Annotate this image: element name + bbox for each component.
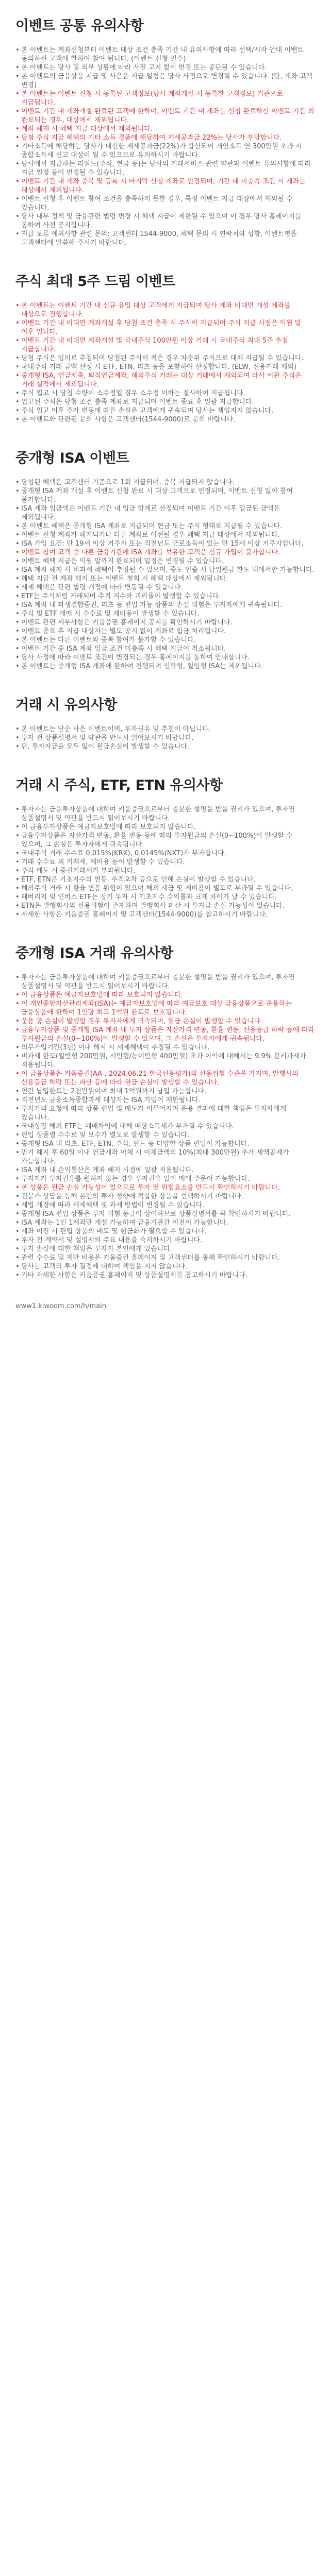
- notice-section: [15, 270, 315, 424]
- notice-item: • 의무가입기간(3년) 이내 해지 시 세제혜택이 추징될 수 있습니다.: [15, 1043, 315, 1052]
- notice-item-highlight: • 이벤트 참여 고객 중 다른 금융기관에 ISA 계좌를 보유한 고객은 신규 가입이 불가합니다.: [15, 548, 315, 557]
- notice-item-highlight: • 본 상품은 원금 손실 가능성이 있으므로 투자 전 위험요소를 반드시 확인하시기 바랍니다.: [15, 1183, 315, 1192]
- notice-item: • 연간 납입한도는 2천만원이며 최대 1억원까지 납입 가능합니다.: [15, 1087, 315, 1096]
- footer-url: www1.kiwoom.com/h/main: [15, 1302, 107, 1310]
- notice-item: • 본 이벤트의 금융상품 지급 및 사은품 지급 일정은 당사 사정으로 변경될 수 있습니다. (단, 계좌 고객 변경): [15, 72, 315, 90]
- notice-item: • 투자자가 투자권유를 원하지 않는 경우 투자권유 없이 매매 주문이 가능합니다.: [15, 1175, 315, 1183]
- notice-item: • 직전년도 금융소득종합과세 대상자는 ISA 가입이 제한됩니다.: [15, 1096, 315, 1105]
- notice-item: • 본 이벤트는 중개형 ISA 계좌에 한하여 진행되며 신탁형, 일임형 ISA는 제외됩니다.: [15, 662, 315, 671]
- notice-section: [15, 447, 315, 671]
- notice-item: • ETF, ETN은 기초지수의 변동, 추적오차 등으로 인해 손실이 발생할 수 있습니다.: [15, 875, 315, 884]
- notice-item: • 기타 자세한 사항은 키움증권 홈페이지 및 상품설명서를 참고하시기 바랍니다.: [15, 1271, 315, 1280]
- notice-item: • 본 이벤트는 단순 사은 이벤트이며, 투자권유 및 추천이 아닙니다.: [15, 725, 315, 734]
- notice-item: • 해외주식 거래 시 환율 변동 위험이 있으며 해외 세금 및 제비용이 별도로 부과될 수 있습니다.: [15, 884, 315, 893]
- notice-list: [15, 478, 315, 671]
- notice-item: • 주식 입고 시 당첨 수량이 소수점일 경우 소수점 이하는 절사하여 지급됩니다.: [15, 389, 315, 398]
- notice-item: • ISA 계좌는 1인 1계좌만 개설 가능하며 금융기관간 이전이 가능합니다.: [15, 1218, 315, 1227]
- notice-item: • 관련 수수료 및 제반 비용은 키움증권 홈페이지 및 고객센터를 통해 확인하시기 바랍니다.: [15, 1253, 315, 1262]
- notice-item: • 본 이벤트는 당사 및 외부 상황에 따라 사전 고지 없이 변경 또는 중단될 수 있습니다.: [15, 63, 315, 72]
- notice-item: • 혜택 지급 전 계좌 해지 또는 이벤트 철회 시 혜택 대상에서 제외됩니다.: [15, 574, 315, 583]
- notice-item: • 지급 보류 예외사항 관련 문의: 고객센터 1544-9000, 혜택 문의 시 연락처와 성함, 이벤트명을 고객센터에 말씀해 주시기 바랍니다.: [15, 230, 315, 247]
- notice-item: • 세법 개정에 따라 세제혜택 및 과세 방법이 변경될 수 있습니다.: [15, 1201, 315, 1210]
- notice-item: • 단, 투자자금을 모두 잃어 원금손실이 발생할 수 있습니다.: [15, 742, 315, 751]
- notice-item: • 세제 혜택은 관련 법령 개정에 따라 변동될 수 있습니다.: [15, 583, 315, 592]
- notice-item-highlight: • 운용 중 손실이 발생할 경우 투자자에게 귀속되며, 원금 손실이 발생할 수 있습니다.: [15, 1017, 315, 1026]
- notice-item: • 투자 손실에 대한 책임은 투자자 본인에게 있습니다.: [15, 1245, 315, 1253]
- notice-item: • 주식 매도 시 증권거래세가 부과됩니다.: [15, 867, 315, 875]
- notice-item: • 금융투자상품은 자산가격 변동, 환율 변동 등에 따라 투자원금의 손실(0~100%)이 발생할 수 있으며, 그 손실은 투자자에게 귀속됩니다.: [15, 832, 315, 849]
- notice-item: • 당사에서 지급하는 리워드(주식, 현금 등)는 당사의 거래서비스 관련 약관과 이벤트 유의사항에 따라 지급 일정 등이 변경될 수 있습니다.: [15, 160, 315, 177]
- notice-item-highlight: • 본 이벤트는 이벤트 신청 시 등록된 고객정보(당사 계좌개설 시 등록한 고객정보) 기준으로 지급됩니다.: [15, 90, 315, 107]
- section-title: 거래 시 주식, ETF, ETN 유의사항: [15, 777, 223, 793]
- notice-item: • 본 이벤트는 계좌신청부터 이벤트 대상 조건 충족 기간 내 유의사항에 따라 선택/시작 안내 이벤트 동의하신 고객에 한하여 참여 됩니다. (이벤트 신청 필수): [15, 46, 315, 63]
- notice-item: • 주식 및 ETF 매매 시 수수료 및 제비용이 발생할 수 있습니다.: [15, 609, 315, 618]
- notice-list: [15, 973, 315, 1280]
- notice-item: • 이벤트 기간 중 ISA 계좌 입금 조건 미충족 시 혜택 지급이 취소됩니다.: [15, 645, 315, 653]
- notice-item: • ISA 계좌 내 파생결합증권, 리츠 등 편입 가능 상품의 손실 위험은 투자자에게 귀속됩니다.: [15, 601, 315, 609]
- notice-item: • 투자자의 요청에 따라 상품 편입 및 매도가 이루어지며 운용 결과에 대한 책임은 투자자에게 있습니다.: [15, 1105, 315, 1122]
- notice-item-highlight: • 이벤트 기간 내 계좌개설 완료된 고객에 한하며, 이벤트 기간 내 계좌를 신청 완료하신 이벤트 기간 외 완료되는 경우, 대상에서 제외됩니다.: [15, 107, 315, 125]
- notice-item: • 기타소득에 해당하는 당사가 대신한 제세공과금(22%)가 합산되어 개인소득 연 300만원 초과 시 종합소득세 신고 대상이 될 수 있으므로 유의하시기 바랍니다.: [15, 142, 315, 160]
- section-title: 중개형 ISA 이벤트: [15, 450, 129, 466]
- notice-item-highlight: • 금융투자상품 및 중개형 ISA 계좌 내 투자 상품은 자산가격 변동, 환율 변동, 신용등급 하락 등에 따라 투자원금의 손실(0~100%)이 발생할 수 있으며, 그 손실은 투자자에게 귀속됩니다.: [15, 1026, 315, 1043]
- notice-item: • 국내상장 해외 ETF는 매매차익에 대해 배당소득세가 부과될 수 있습니다.: [15, 1122, 315, 1131]
- notice-item: • 주식 입고 이후 주가 변동에 따른 손실은 고객에게 귀속되며 당사는 책임지지 않습니다.: [15, 406, 315, 415]
- notice-content: [15, 14, 315, 1280]
- notice-item: • 당첨 주식은 임의로 추첨되며 당첨된 주식이 적은 경우 차순위 주식으로 대체 지급될 수 있습니다.: [15, 354, 315, 363]
- notice-list: [15, 46, 315, 247]
- notice-item: • 투자 전 상품설명서 및 약관을 반드시 읽어보시기 바랍니다.: [15, 734, 315, 742]
- notice-item: • 이벤트 신청 계좌가 해지되거나 다른 계좌로 이전될 경우 혜택 지급 대상에서 제외됩니다.: [15, 531, 315, 539]
- notice-item: • 거래 수수료 외 거래세, 제비용 등이 발생할 수 있습니다.: [15, 858, 315, 867]
- section-title: 주식 최대 5주 드림 이벤트: [15, 274, 175, 290]
- notice-item: • 투자자는 금융투자상품에 대하여 키움증권으로부터 충분한 설명을 받을 권리가 있으며, 투자전 상품설명서 및 약관을 반드시 읽어보시기 바랍니다.: [15, 805, 315, 823]
- notice-item: • 국내주식 거래 금액 산정 시 ETF, ETN, 리츠 등을 포함하여 산정합니다. (ELW, 신용거래 제외): [15, 363, 315, 371]
- notice-item-highlight: • 중개형 ISA, 연금저축, 퇴직연금계좌, 해외주식 거래는 대상 거래에서 제외되며 타사 이관 주식은 거래 실적에서 제외됩니다.: [15, 371, 315, 389]
- notice-item: • 당첨된 혜택은 고객센터 기준으로 1회 지급되며, 중복 지급되지 않습니다.: [15, 478, 315, 487]
- notice-section: [15, 942, 315, 1280]
- section-title: 거래 시 유의사항: [15, 697, 117, 713]
- notice-item: • 이벤트 혜택 지급은 익월 말까지 완료되며 일정은 변경될 수 있습니다.: [15, 557, 315, 566]
- notice-item: • 당사 내부 정책 및 금융관련 법령 변경 시 혜택 지급이 제한될 수 있으며 이 경우 당사 홈페이지를 통하여 사전 공지합니다.: [15, 212, 315, 230]
- notice-item: • 이벤트 관련 세부사항은 키움증권 홈페이지 공지를 확인하시기 바랍니다.: [15, 618, 315, 627]
- notice-item: • 중개형 ISA 내 리츠, ETF, ETN, 주식, 펀드 등 다양한 상품 편입이 가능합니다.: [15, 1140, 315, 1148]
- notice-item-highlight: • 이벤트 기간 내 비대면 계좌개설 및 국내주식 100만원 이상 거래 시 국내주식 최대 5주 추첨 지급합니다.: [15, 336, 315, 354]
- notice-item: • 중개형 ISA 계좌 개설 후 이벤트 신청 완료 시 대상 고객으로 인정되며, 이벤트 신청 없이 참여 불가합니다.: [15, 487, 315, 504]
- notice-item-highlight: • 이 금융상품은 예금자보호법에 따라 보호되지 않습니다.: [15, 991, 315, 999]
- notice-item: • ETF는 주식처럼 거래되며 추적 지수와 괴리율이 발생할 수 있습니다.: [15, 592, 315, 601]
- notice-item: • 본 이벤트 혜택은 중개형 ISA 계좌로 지급되며 현금 또는 주식 형태로 지급될 수 있습니다.: [15, 522, 315, 531]
- notice-item: • ISA 계좌 내 손익통산은 계좌 해지 시점에 일괄 적용됩니다.: [15, 1166, 315, 1175]
- section-title: 이벤트 공통 유의사항: [15, 18, 144, 34]
- notice-item: • 편입 상품별 수수료 및 보수가 별도로 발생할 수 있습니다.: [15, 1131, 315, 1140]
- notice-item: • ETN은 발행회사의 신용위험이 존재하며 발행회사 파산 시 투자금 손실 가능성이 있습니다.: [15, 902, 315, 910]
- notice-item: • 입고된 주식은 당첨 조건 충족 계좌로 지급되며 이벤트 종료 후 일괄 지급합니다.: [15, 398, 315, 406]
- section-title: 중개형 ISA 거래 유의사항: [15, 945, 173, 961]
- notice-section: [15, 14, 315, 247]
- notice-item: • 중개형 ISA 편입 상품은 투자 위험 등급이 상이하므로 상품설명서를 꼭 확인하시기 바랍니다.: [15, 1210, 315, 1218]
- notice-item: • ISA 계좌 입금액은 이벤트 기간 내 입금 합계로 산정되며 이벤트 기간 이후 입금된 금액은 제외됩니다.: [15, 504, 315, 522]
- notice-item-highlight: • 계좌 해제 시 혜택 지급 대상에서 제외됩니다.: [15, 125, 315, 133]
- notice-item: • 전문가 상담을 통해 본인의 투자 성향에 적합한 상품을 선택하시기 바랍니다.: [15, 1192, 315, 1201]
- notice-item: • 본 이벤트와 관련된 문의 사항은 고객센터(1544-9000)로 문의 바랍니다.: [15, 415, 315, 424]
- notice-list: [15, 301, 315, 424]
- notice-section: [15, 774, 315, 919]
- notice-item-highlight: • 이벤트 기간 내 계좌 중복 및 등록 시 마지막 신청 계좌로 인정되며, 기간 내 미충족 조건 시 계좌는 대상에서 제외됩니다.: [15, 177, 315, 195]
- notice-list: [15, 725, 315, 751]
- notice-item: • 국내주식 거래 수수료 0.015%(KRX), 0.0145%(NXT)가 부과됩니다.: [15, 849, 315, 858]
- notice-item-highlight: • 이 개인종합자산관리계좌(ISA)는 예금자보호법에 따라 예금보호 대상 금융상품으로 운용하는 금융상품에 한하여 1인당 최고 1억원 한도로 보호됩니다.: [15, 999, 315, 1017]
- notice-item: • 이벤트 신청 후 이벤트 참여 조건을 충족하지 못한 경우, 특정 이벤트 지급 대상에서 제외될 수 있습니다.: [15, 195, 315, 212]
- notice-item-highlight: • 이벤트 기간 내 비대면 계좌개설 후 당첨 조건 충족 시 주식이 지급되며 주식 지급 시점은 익월 말 이후 입니다.: [15, 319, 315, 336]
- notice-item: • ISA 가입 요건: 만 19세 이상 거주자 또는 직전년도 근로소득이 있는 만 15세 이상 거주자입니다.: [15, 539, 315, 548]
- notice-item: • 투자 전 계약서 및 설명서의 주요 내용을 숙지하시기 바랍니다.: [15, 1236, 315, 1245]
- notice-list: [15, 805, 315, 919]
- notice-item: • 당사는 고객의 투자 결정에 대하여 책임을 지지 않습니다.: [15, 1262, 315, 1271]
- notice-item-highlight: • 당첨 주식 지급 혜택의 기타 소득 경품에 해당하여 제세공과금 22%는 당사가 부담합니다.: [15, 133, 315, 142]
- notice-item: • 이 금융투자상품은 예금자보호법에 따라 보호되지 않습니다.: [15, 823, 315, 832]
- notice-item: • 계좌 이전 시 편입 상품의 매도 및 현금화가 필요할 수 있습니다.: [15, 1227, 315, 1236]
- notice-item: • 이벤트 종료 후 지급 대상자는 별도 공지 없이 계좌로 입금 처리됩니다.: [15, 627, 315, 636]
- notice-item: • ISA 계좌 해지 시 비과세 혜택이 추징될 수 있으며, 중도 인출 시 납입원금 한도 내에서만 가능합니다.: [15, 566, 315, 574]
- notice-item: • 자세한 사항은 키움증권 홈페이지 및 고객센터(1544-9000)를 참고하시기 바랍니다.: [15, 910, 315, 919]
- notice-section: [15, 693, 315, 751]
- notice-item: • 투자자는 금융투자상품에 대하여 키움증권으로부터 충분한 설명을 받을 권리가 있으며, 투자전 상품설명서 및 약관을 반드시 읽어보시기 바랍니다.: [15, 973, 315, 991]
- notice-item: • 레버리지 및 인버스 ETF는 장기 투자 시 기초지수 수익률과 크게 차이가 날 수 있습니다.: [15, 893, 315, 902]
- notice-item: • 본 이벤트는 다른 이벤트와 중복 참여가 불가할 수 있습니다.: [15, 636, 315, 645]
- notice-item: • 비과세 한도(일반형 200만원, 서민형/농어민형 400만원) 초과 이익에 대해서는 9.9% 분리과세가 적용됩니다.: [15, 1052, 315, 1070]
- notice-item: • 만기 해지 후 60일 이내 연금계좌 이체 시 이체금액의 10%(최대 300만원) 추가 세액공제가 가능합니다.: [15, 1148, 315, 1166]
- notice-item-highlight: • 본 이벤트는 이벤트 기간 내 신규 유입 대상 고객에게 지급되며 당사 계좌 비대면 개설 계좌를 대상으로 진행합니다.: [15, 301, 315, 319]
- notice-item: • 당사 사정에 따라 이벤트 조건이 변경되는 경우 홈페이지를 통하여 안내합니다.: [15, 653, 315, 662]
- notice-item-highlight: • 이 금융상품은 키움증권(AA-, 2024.06.21 한국신용평가)의 신용위험 수준을 가지며, 발행사의 신용등급 하락 또는 파산 등에 따라 원금 손실이 발생할 수 있습니다.: [15, 1070, 315, 1087]
